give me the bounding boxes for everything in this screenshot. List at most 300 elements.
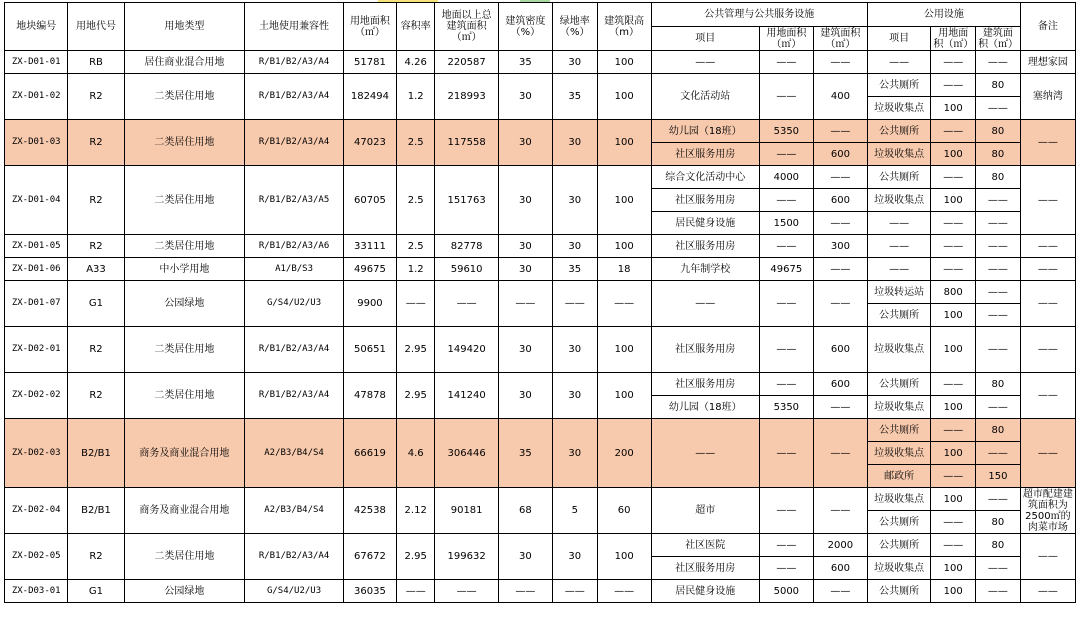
remark-cell: —— [1020,166,1075,235]
utility-item-cell: 公共厕所 [867,74,930,97]
density-cell: 35 [498,419,552,488]
header-height-limit: 建筑限高（m） [597,3,651,51]
utility-item-cell: 垃圾收集点 [867,97,930,120]
land-area-cell: 47878 [343,373,396,419]
compatibility-cell: R/B1/B2/A3/A4 [245,51,344,74]
public-land-cell: —— [759,373,813,396]
header-utility-facilities: 公用设施 [867,3,1020,27]
compatibility-cell: R/B1/B2/A3/A4 [245,373,344,419]
density-cell: 30 [498,258,552,281]
land-type-cell: 二类居住用地 [124,120,245,166]
public-item-cell: 幼儿园（18班） [651,396,759,419]
compatibility-cell: R/B1/B2/A3/A4 [245,74,344,120]
remark-cell: —— [1020,235,1075,258]
utility-build-cell: —— [976,212,1021,235]
height-limit-cell: 100 [597,235,651,258]
land-area-cell: 47023 [343,120,396,166]
utility-build-cell: —— [976,235,1021,258]
public-build-cell: —— [813,212,867,235]
land-area-cell: 51781 [343,51,396,74]
remark-cell: 超市配建建筑面积为2500㎡的肉菜市场 [1020,488,1075,534]
far-cell: 4.6 [396,419,434,488]
utility-build-cell: —— [976,442,1021,465]
header-row-1 [5,3,1076,27]
density-cell: —— [498,580,552,603]
land-code-cell: G1 [68,281,124,327]
public-item-cell: 社区服务用房 [651,143,759,166]
utility-land-cell: —— [931,212,976,235]
block-id-cell: ZX-D02-03 [5,419,68,488]
remark-cell: —— [1020,327,1075,373]
land-type-cell: 二类居住用地 [124,166,245,235]
public-item-cell: 幼儿园（18班） [651,120,759,143]
density-cell: 68 [498,488,552,534]
table-row [5,327,1076,350]
utility-land-cell: —— [931,419,976,442]
utility-land-cell: 800 [931,281,976,304]
compatibility-cell: R/B1/B2/A3/A5 [245,166,344,235]
land-code-cell: R2 [68,327,124,373]
public-build-cell: 600 [813,557,867,580]
header-density: 建筑密度（%） [498,3,552,51]
public-item-cell: 社区服务用房 [651,557,759,580]
table-row [5,373,1076,396]
utility-item-cell: 垃圾收集点 [867,189,930,212]
header-gfa: 地面以上总建筑面积（㎡） [435,3,498,51]
public-item-cell: 九年制学校 [651,258,759,281]
utility-build-cell: 80 [976,74,1021,97]
header-remark: 备注 [1020,3,1075,51]
compatibility-cell: R/B1/B2/A3/A6 [245,235,344,258]
far-cell: —— [396,580,434,603]
land-type-cell: 中小学用地 [124,258,245,281]
land-plan-table-container [4,2,1076,603]
remark-cell: —— [1020,281,1075,327]
public-build-cell: —— [813,258,867,281]
public-item-cell: 居民健身设施 [651,580,759,603]
land-code-cell: B2/B1 [68,419,124,488]
public-land-cell: —— [759,534,813,557]
public-land-cell: —— [759,74,813,120]
remark-cell: —— [1020,534,1075,580]
public-build-cell: —— [813,488,867,534]
far-cell: 2.12 [396,488,434,534]
utility-build-cell: 80 [976,534,1021,557]
land-code-cell: RB [68,51,124,74]
public-land-cell: 5350 [759,396,813,419]
land-area-cell: 66619 [343,419,396,488]
utility-build-cell: —— [976,258,1021,281]
public-land-cell: —— [759,557,813,580]
gfa-cell: —— [435,281,498,327]
public-item-cell: 社区医院 [651,534,759,557]
far-cell: 2.5 [396,120,434,166]
utility-item-cell: 公共厕所 [867,373,930,396]
table-row [5,534,1076,557]
utility-land-cell: —— [931,465,976,488]
table-row [5,258,1076,281]
public-build-cell: 600 [813,143,867,166]
utility-build-cell: —— [976,51,1021,74]
public-build-cell: —— [813,396,867,419]
public-item-cell: 社区服务用房 [651,189,759,212]
density-cell: 30 [498,534,552,580]
header-utility-item: 项目 [867,27,930,51]
table-row [5,235,1076,258]
land-area-cell: 182494 [343,74,396,120]
land-type-cell: 商务及商业混合用地 [124,419,245,488]
utility-land-cell: —— [931,51,976,74]
public-build-cell: —— [813,51,867,74]
land-area-cell: 42538 [343,488,396,534]
header-public-item: 项目 [651,27,759,51]
compatibility-cell: A2/B3/B4/S4 [245,419,344,488]
public-item-cell: 超市 [651,488,759,534]
header-compatibility: 土地使用兼容性 [245,3,344,51]
gfa-cell: 151763 [435,166,498,235]
block-id-cell: ZX-D01-01 [5,51,68,74]
land-code-cell: G1 [68,580,124,603]
utility-land-cell: —— [931,74,976,97]
density-cell: 30 [498,235,552,258]
height-limit-cell: —— [597,580,651,603]
utility-item-cell: 垃圾收集点 [867,442,930,465]
gfa-cell: 306446 [435,419,498,488]
public-land-cell: —— [759,143,813,166]
land-type-cell: 公园绿地 [124,281,245,327]
compatibility-cell: R/B1/B2/A3/A4 [245,534,344,580]
density-cell: 30 [498,166,552,235]
block-id-cell: ZX-D02-05 [5,534,68,580]
public-land-cell: —— [759,189,813,212]
public-land-cell: 4000 [759,166,813,189]
table-row [5,120,1076,143]
header-public-facilities: 公共管理与公共服务设施 [651,3,867,27]
utility-land-cell: 100 [931,189,976,212]
utility-land-cell: 100 [931,304,976,327]
utility-item-cell: 公共厕所 [867,166,930,189]
far-cell: 2.5 [396,235,434,258]
utility-build-cell: 150 [976,465,1021,488]
remark-cell: 塞纳湾 [1020,74,1075,120]
utility-land-cell: 100 [931,580,976,603]
utility-item-cell: —— [867,235,930,258]
land-code-cell: R2 [68,373,124,419]
height-limit-cell: 100 [597,120,651,166]
utility-build-cell: 80 [976,143,1021,166]
far-cell: 1.2 [396,258,434,281]
utility-item-cell: 公共厕所 [867,511,930,534]
compatibility-cell: R/B1/B2/A3/A4 [245,327,344,373]
utility-land-cell: —— [931,258,976,281]
utility-item-cell: —— [867,212,930,235]
header-land-area: 用地面积（㎡） [343,3,396,51]
header-block-id: 地块编号 [5,3,68,51]
utility-item-cell: 垃圾转运站 [867,281,930,304]
block-id-cell: ZX-D02-02 [5,373,68,419]
land-code-cell: R2 [68,534,124,580]
remark-cell: —— [1020,373,1075,419]
utility-item-cell: —— [867,258,930,281]
gfa-cell: 149420 [435,327,498,373]
utility-land-cell: 100 [931,488,976,511]
utility-land-cell: —— [931,373,976,396]
utility-item-cell: 公共厕所 [867,580,930,603]
density-cell: 30 [498,120,552,166]
green-ratio-cell: 30 [552,120,597,166]
compatibility-cell: G/S4/U2/U3 [245,281,344,327]
public-land-cell: —— [759,235,813,258]
utility-build-cell: —— [976,97,1021,120]
utility-land-cell: —— [931,511,976,534]
block-id-cell: ZX-D02-04 [5,488,68,534]
remark-cell: 理想家园 [1020,51,1075,74]
public-item-cell: —— [651,51,759,74]
table-body [5,51,1076,603]
height-limit-cell: 100 [597,166,651,235]
header-green-ratio: 绿地率（%） [552,3,597,51]
gfa-cell: 82778 [435,235,498,258]
density-cell: 30 [498,327,552,373]
utility-item-cell: 垃圾收集点 [867,488,930,511]
remark-cell: —— [1020,120,1075,166]
public-build-cell: 2000 [813,534,867,557]
public-land-cell: 49675 [759,258,813,281]
public-item-cell: 综合文化活动中心 [651,166,759,189]
block-id-cell: ZX-D01-07 [5,281,68,327]
land-area-cell: 60705 [343,166,396,235]
green-ratio-cell: 5 [552,488,597,534]
density-cell: 30 [498,74,552,120]
land-code-cell: R2 [68,166,124,235]
utility-item-cell: —— [867,51,930,74]
land-area-cell: 50651 [343,327,396,373]
utility-item-cell: 公共厕所 [867,304,930,327]
utility-land-cell: —— [931,235,976,258]
green-ratio-cell: 30 [552,235,597,258]
utility-land-cell: 100 [931,557,976,580]
public-item-cell: 文化活动站 [651,74,759,120]
utility-land-cell: —— [931,534,976,557]
utility-land-cell: 100 [931,97,976,120]
public-land-cell: 5350 [759,120,813,143]
land-code-cell: A33 [68,258,124,281]
public-item-cell: 社区服务用房 [651,373,759,396]
green-ratio-cell: 35 [552,74,597,120]
compatibility-cell: G/S4/U2/U3 [245,580,344,603]
public-build-cell: 600 [813,189,867,212]
far-cell: —— [396,281,434,327]
header-utility-build-area: 建筑面积（㎡） [976,27,1021,51]
land-type-cell: 二类居住用地 [124,74,245,120]
utility-item-cell: 垃圾收集点 [867,396,930,419]
land-type-cell: 二类居住用地 [124,327,245,373]
land-code-cell: R2 [68,74,124,120]
utility-item-cell: 垃圾收集点 [867,557,930,580]
header-utility-land-area: 用地面积（㎡） [931,27,976,51]
table-row [5,488,1076,511]
height-limit-cell: 100 [597,51,651,74]
utility-item-cell: 公共厕所 [867,534,930,557]
header-land-code: 用地代号 [68,3,124,51]
land-area-cell: 33111 [343,235,396,258]
header-land-type: 用地类型 [124,3,245,51]
public-build-cell: —— [813,166,867,189]
far-cell: 2.95 [396,534,434,580]
density-cell: —— [498,281,552,327]
utility-build-cell: —— [976,281,1021,304]
utility-build-cell: —— [976,304,1021,327]
header-public-land-area: 用地面积（㎡） [759,27,813,51]
gfa-cell: 117558 [435,120,498,166]
table-row [5,419,1076,442]
green-ratio-cell: 30 [552,327,597,373]
public-build-cell: —— [813,120,867,143]
utility-build-cell: 80 [976,419,1021,442]
utility-build-cell: —— [976,580,1021,603]
far-cell: 1.2 [396,74,434,120]
green-ratio-cell: 30 [552,373,597,419]
height-limit-cell: 60 [597,488,651,534]
green-ratio-cell: 35 [552,258,597,281]
utility-land-cell: 100 [931,396,976,419]
land-area-cell: 9900 [343,281,396,327]
table-row [5,580,1076,603]
public-item-cell: 社区服务用房 [651,235,759,258]
remark-cell: —— [1020,419,1075,488]
public-land-cell: —— [759,419,813,488]
land-type-cell: 二类居住用地 [124,235,245,258]
utility-build-cell: 80 [976,166,1021,189]
land-type-cell: 商务及商业混合用地 [124,488,245,534]
utility-land-cell: 100 [931,327,976,373]
utility-land-cell: —— [931,166,976,189]
table-row [5,51,1076,74]
compatibility-cell: A1/B/S3 [245,258,344,281]
header-public-build-area: 建筑面积（㎡） [813,27,867,51]
public-land-cell: —— [759,281,813,327]
public-item-cell: —— [651,281,759,327]
height-limit-cell: 200 [597,419,651,488]
gfa-cell: 141240 [435,373,498,419]
utility-item-cell: 邮政所 [867,465,930,488]
gfa-cell: 90181 [435,488,498,534]
public-land-cell: 1500 [759,212,813,235]
public-item-cell: —— [651,419,759,488]
block-id-cell: ZX-D03-01 [5,580,68,603]
utility-build-cell: —— [976,189,1021,212]
green-ratio-cell: 30 [552,166,597,235]
height-limit-cell: —— [597,281,651,327]
utility-build-cell: —— [976,488,1021,511]
table-row [5,281,1076,304]
utility-item-cell: 垃圾收集点 [867,143,930,166]
green-ratio-cell: 30 [552,51,597,74]
utility-item-cell: 公共厕所 [867,120,930,143]
block-id-cell: ZX-D02-01 [5,327,68,373]
density-cell: 35 [498,51,552,74]
green-ratio-cell: —— [552,580,597,603]
table-row [5,166,1076,189]
public-land-cell: 5000 [759,580,813,603]
public-build-cell: —— [813,419,867,488]
utility-build-cell: 80 [976,511,1021,534]
green-ratio-cell: 30 [552,419,597,488]
height-limit-cell: 100 [597,327,651,373]
block-id-cell: ZX-D01-03 [5,120,68,166]
header-far: 容积率 [396,3,434,51]
table-row [5,74,1076,97]
gfa-cell: 199632 [435,534,498,580]
land-type-cell: 居住商业混合用地 [124,51,245,74]
land-area-cell: 49675 [343,258,396,281]
utility-item-cell: 垃圾收集点 [867,327,930,373]
green-ratio-cell: 30 [552,534,597,580]
public-land-cell: —— [759,327,813,373]
land-type-cell: 二类居住用地 [124,534,245,580]
green-ratio-cell: —— [552,281,597,327]
compatibility-cell: R/B1/B2/A3/A4 [245,120,344,166]
public-land-cell: —— [759,488,813,534]
land-type-cell: 二类居住用地 [124,373,245,419]
land-code-cell: B2/B1 [68,488,124,534]
land-code-cell: R2 [68,235,124,258]
far-cell: 4.26 [396,51,434,74]
utility-land-cell: —— [931,120,976,143]
land-area-cell: 36035 [343,580,396,603]
public-build-cell: 600 [813,327,867,373]
gfa-cell: 218993 [435,74,498,120]
public-build-cell: —— [813,281,867,327]
far-cell: 2.5 [396,166,434,235]
height-limit-cell: 100 [597,534,651,580]
block-id-cell: ZX-D01-02 [5,74,68,120]
gfa-cell: 220587 [435,51,498,74]
land-area-cell: 67672 [343,534,396,580]
public-build-cell: 600 [813,373,867,396]
height-limit-cell: 18 [597,258,651,281]
land-type-cell: 公园绿地 [124,580,245,603]
compatibility-cell: A2/B3/B4/S4 [245,488,344,534]
public-build-cell: 300 [813,235,867,258]
gfa-cell: 59610 [435,258,498,281]
remark-cell: —— [1020,258,1075,281]
utility-build-cell: 80 [976,373,1021,396]
public-land-cell: —— [759,51,813,74]
public-build-cell: —— [813,580,867,603]
height-limit-cell: 100 [597,373,651,419]
utility-build-cell: —— [976,327,1021,373]
density-cell: 30 [498,373,552,419]
far-cell: 2.95 [396,373,434,419]
utility-land-cell: 100 [931,442,976,465]
land-plan-table [4,2,1076,603]
utility-item-cell: 公共厕所 [867,419,930,442]
land-code-cell: R2 [68,120,124,166]
height-limit-cell: 100 [597,74,651,120]
public-item-cell: 居民健身设施 [651,212,759,235]
far-cell: 2.95 [396,327,434,373]
remark-cell: —— [1020,580,1075,603]
utility-build-cell: —— [976,396,1021,419]
public-build-cell: 400 [813,74,867,120]
block-id-cell: ZX-D01-06 [5,258,68,281]
gfa-cell: —— [435,580,498,603]
public-item-cell: 社区服务用房 [651,327,759,373]
utility-land-cell: 100 [931,143,976,166]
utility-build-cell: —— [976,557,1021,580]
utility-build-cell: 80 [976,120,1021,143]
